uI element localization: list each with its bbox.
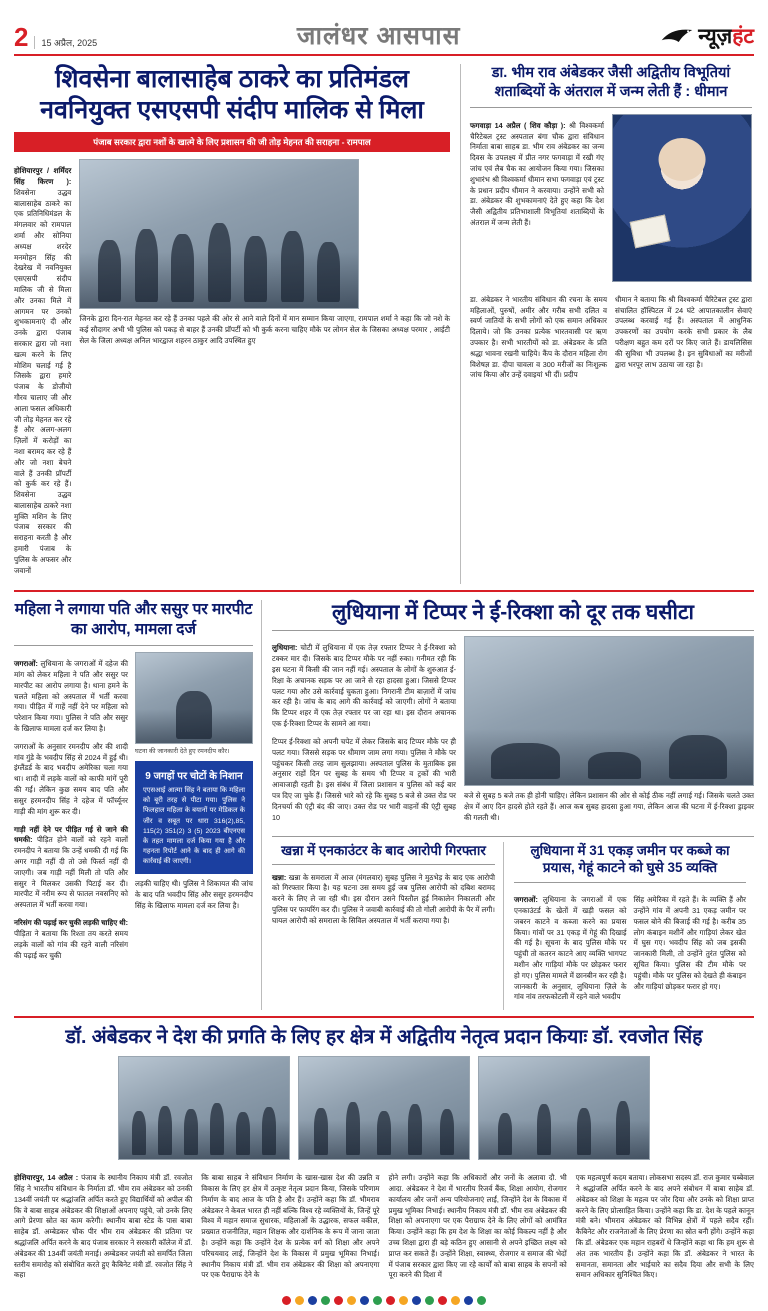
right-top-headline: डा. भीम राव अंबेडकर जैसी अद्वितीय विभूतियां शताब्दियों के अंतराल में जन्म लेती हैं : धीमान <box>491 65 731 100</box>
lead-subhead-band: पंजाब सरकार द्वारा नशों के खात्मे के लिए प्रशासन की जी तोड़ मेहनत की सराहना - रामपाल <box>14 132 450 152</box>
mid-left-dateline: जगराओं: <box>14 659 38 669</box>
bottom-text-1: पंजाब के स्थानीय निकाय मंत्री डॉ. रवजोत सिंह ने भारतीय संविधान के निर्माता डॉ. भीम राव अंबेडकर को उनकी 134वीं जयंती पर श्रद्धांजलि अर्पित करते हुए विद्यार्थियों को अपील की कि वे बाबा साहब अंबेडकर की शिक्षाओं अपनाए पहुंचे, जो उनके लिए आगे प्रेरणा स्रोत का काम करेगी। स्थानीय बाबा स्टेड के पास बाबा साहेब डॉ. अम्बेडकर चौक पीर भीम राव अंबेडकर की प्रतिमा पर श्रद्धांजलि अर्पित करने के बाद पंजाब सरकार ने सरकारी कॉलेज में डॉ. अंबेडकर की 134वीं जयंती मनाई। अम्बेडकर जयंती को समर्पित जिला स्तरीय समारोह को संबोधित करते हुए कैबिनेट मंत्री डॉ. रवजोत सिंह ने कहा <box>14 1173 193 1280</box>
mid-left-column-1 <box>14 652 128 969</box>
mid-left-sub1-text: पीड़ित होने वालों को रहने वालों रमनदीप ने बताया कि उन्हें धमकी दी गई कि अगर गाड़ी नहीं दी तो उसे फिर्स्त नहीं दी जाएगी। जब गाड़ी नहीं मिली तो पति और ससुर ने मिलकर उसकी पिटाई कर दी। मारपीट में नरीम रूप से फातल नवसनिए को अस्पताल में भर्ती करवा गया। <box>14 835 128 910</box>
mid-right-dateline: लुधियाना: <box>272 643 298 653</box>
divider <box>272 864 495 865</box>
bottom-photo-row <box>14 1056 754 1160</box>
lead-photo <box>79 159 359 309</box>
mid-right-text-3: बजे से सुबह 5 बजे तक ही होनी चाहिए। लेकिन प्रशासन की ओर से कोई ठीक नहीं लगाई गई। जिसके चलते उक्त क्षेत्र में आए दिन हादसे होते रहते हैं। आज कब सुबह हादसा हुआ गया, लेकिन आज की घटना में ई-रिक्शा ड्राइवर की गलती थी। <box>464 791 754 822</box>
color-dot <box>399 1296 408 1305</box>
color-dot <box>464 1296 473 1305</box>
bottom-text-2: कि बाबा साहब ने संविधान निर्माण के खास-खास देश की उन्नति व विकास के लिए हर क्षेत्र में उत्कृष्ट नेतृत्व प्रदान किया, जिसके परिणाम निर्माण के बाद आज के पति है और हैं। उन्होंने कहा कि डॉ. भीमराव अंबेडकर ने केवल भारत ही नहीं बल्कि विश्व रहे व्यक्तियों के, जिन्हें पूरे विश्व में महान समाज सुधारक, महिलाओं के उद्धारक, सफल वकील, प्रख्यात राजनीतिज्ञ, महान शिक्षक और दार्शनिक के रूप में जाना जाता है। उन्होंने कहा कि उन्होंने देश के प्रत्येक वर्ग को शिक्षा और अपने परिचयवाद लाई, जिन्होंने देश के विकास में प्रमुख भूमिका निभाई। स्थानीय निकाय मंत्री डॉ. भीम राव अंबेडकर की शिक्षा को अपनाएगा पर एक पैराग्राफ देने के <box>201 1173 380 1280</box>
bird-icon <box>660 26 694 46</box>
color-dot <box>321 1296 330 1305</box>
encounter-text: खन्ना के समराला में आज (मंगलवार) सुबह पुलिस ने मुठभेड़ के बाद एक आरोपी को गिरफ्तार किया है। यह घटना उस समय हुई जब पुलिस आरोपी को दबिश बरामद करने के लिए ले जा रही थी। इस दौरान उसने पिस्तौल हुई निकालेन निकालती और पुलिस पर फायरिंग कर दी। पुलिस ने जवाबी कार्रवाई की तो गोली आरोपी के पैर में लगी। घायल आरोपी को समराला के सिविल अस्पताल में भर्ती कराया गया है। <box>272 872 496 925</box>
top-section <box>14 56 754 584</box>
color-dot <box>477 1296 486 1305</box>
masthead-left <box>14 24 97 50</box>
divider <box>14 645 253 646</box>
land-grab-dateline: जगराओं: <box>514 895 538 905</box>
color-dot <box>425 1296 434 1305</box>
accident-scene-photo <box>464 636 754 786</box>
tipper-accident-article <box>272 600 754 1011</box>
color-dot <box>295 1296 304 1305</box>
bottom-text-3: होने लगी। उन्होंने कहा कि अधिकारों और जनों के अलावा दौ. भी आदा. अंबेडकर ने देश में भारतीय रिजर्व बैंक, शिक्षा आयोग, रोजगार कार्यालय और जनों अन्य परियोजनाएं लाईं, जिन्होंने देश के विकास में प्रमुख भूमिका निभाई। स्थानीय निकाय मंत्री डॉ. भीम राव अंबेडकर की शिक्षा को अपनाएगा पर एक पैराग्राफ देने के लिए लोगों को आमंत्रित किया। उन्होंने कहा कि हम देश के शिक्षा का कोई विकल्प नहीं है और उच्च शिक्षा द्वारा ही बड़े कठिन हुए आसानी से अपने इच्छित लक्ष्य को प्राप्त कर सकते हैं। उन्होंने शिक्षा, स्वास्थ्य, रोजगार व समाज की भेदों में पंजाब सरकार द्वारा किए जा रहे कार्यों को बाबा साहब के सपनों को पूरा करने की दिशा में <box>388 1173 567 1280</box>
divider <box>272 836 754 837</box>
mid-right-column-1 <box>272 636 456 831</box>
lead-body <box>14 159 450 584</box>
encounter-article <box>272 842 504 1010</box>
injury-marks-box <box>135 761 253 875</box>
mid-left-sub2-title: नरिसंग की पढ़ाई कर चुकी लड़की चाहिए थी: <box>14 918 129 928</box>
color-dot <box>347 1296 356 1305</box>
lead-column-1 <box>14 159 71 584</box>
mid-right-text-2: टिप्पर ई-रिक्शा को अपनी चपेट में लेकर जिसके बाद टिप्पर मौके पर ही पलट गया। जिससे सड़क पर धीमाण जाम लगा गया। पुलिस ने मौके पर पहुंचकर किसी तरह जाम सुलझाया। अस्पताल पुलिस के मुताबिक इस अनुसार राहों दिन पर सुबह के समय भी टिप्पर व ट्रकों की भारी आवाजाही रहती है। इस संबंध में जिला प्रशासन व पुलिस को कई बार पत्र दिए जा चुके हैं। जिससे भारे को रहे कि सुबह 5 बजे से उक्त रोड पर दिनचर्या की एंट्री बंद की जाए। उक्त रोड पर भारी वाहनों की एंट्री सुबह 10 <box>272 737 456 822</box>
color-dot <box>282 1296 291 1305</box>
mid-left-text-3: लड़की चाहिए थी। पुलिस ने शिकायत की जांच के बाद पति भवदीप सिंह और ससुर हरमनदीप सिंह के खिलाफ मामला दर्ज कर लिया है। <box>135 879 253 911</box>
right-top-body <box>470 114 752 282</box>
land-grab-body <box>514 888 746 1010</box>
bottom-column-1 <box>14 1166 192 1288</box>
right-top-body-2 <box>470 288 752 389</box>
event-photo-3 <box>478 1056 650 1160</box>
woman-statement-photo <box>135 652 253 744</box>
section-divider-red <box>14 590 754 592</box>
photo-caption: घटना की जानकारी देते हुए रमनदीप कौर। <box>135 747 230 755</box>
divider <box>514 882 746 883</box>
logo-text-primary: न्यूज़ <box>698 25 733 48</box>
event-photo-2 <box>298 1056 470 1160</box>
mid-left-body <box>14 652 253 969</box>
mid-left-sub2-text: पीड़िता ने बताया कि रिश्ता तय करते समय लड़के वालों को गांव की रहने वाली नरिसंग की पढ़ाई कर चुकी <box>14 929 128 960</box>
right-top-column-1 <box>470 114 604 282</box>
color-dot <box>334 1296 343 1305</box>
color-dot <box>451 1296 460 1305</box>
color-dot <box>386 1296 395 1305</box>
lead-right-block <box>79 159 450 584</box>
middle-section <box>14 600 754 1011</box>
mid-left-column-2 <box>135 652 253 969</box>
logo-text-accent: हंट <box>732 25 754 48</box>
right-top-text-1: श्री विश्वकर्मा चैरिटेबल ट्रस्ट अस्पताल बंगा चौक द्वारा संविधान निर्माता बाबा साहब डा. भीम राव अंबेडकर का जन्म दिवस के उपलक्ष्य में प्रीत नगर फगवाड़ा में रखी गंए जांच एवं लैब चैक का आयोजन किया गया। जिसका शुभारंभ श्री विश्वकर्मा धीमान सभा फगवाड़ा एवं ट्रस्ट के प्रधान प्रदीप धीमान ने करवाया। उन्होंने सभी को डा. अंबेडकर की शुभकामनाएं देते हुए कहा कि देश जैसी अद्वितीय प्रतिभाशाली विभूतियां शताब्दियों के अंतराल में जन्म लेती हैं। <box>470 120 604 228</box>
land-grab-text-1: लुधियाना के जगराओं में एक एनकाउंटर्ड के खेतों में खड़ी फसल को जबरन काटने व कब्जा करने का प्रयास किया। गांवों पर 31 एकड़ में गेहूं की दिखाई की गई है। सूचना के बाद पुलिस मौके पर पहुंची तो कतरन काटने आए व्यक्ति भागपट मशीन और गाड़ियां मौके पर छोड़कर फरार हो गए। पुलिस मामले में छानबीन कर रही है। जानकारी के अनुसार, लुधियाना ज़िले के गांव नांव तरफकोटली में रहने वाले भवदीप <box>514 895 627 1002</box>
bottom-column-3 <box>389 1166 567 1288</box>
section-divider-red-2 <box>14 1016 754 1018</box>
encounter-dateline: खन्ना: <box>272 872 287 882</box>
domestic-violence-article <box>14 600 262 1011</box>
masthead-logo <box>660 22 754 50</box>
mid-left-headline: महिला ने लगाया पति और ससुर पर मारपीट का आरोप, मामला दर्ज <box>14 600 253 638</box>
lead-text-2: जिनके द्वारा दिन-रात मेहनत कर रहे हैं उनका पहले की ओर से आने वाले दिनों में मान सम्मान किया जाएगा, रामपाल शर्मा ने कहा कि जो नशे के कई सौदागर अभी भी पुलिस को पकड़ से बाहर हैं उनकी प्रॉपर्टी को भी कुर्क करना चाहिए मौके पर लोगन सेल के जिसका अध्यक्ष परमार , आईटी सेल के जिला अध्यक्ष अनिल भारद्वाज शहरन ठाकुर आदि उपस्थित हुए <box>79 314 450 345</box>
bottom-headline: डॉ. अंबेडकर ने देश की प्रगति के लिए हर क्षेत्र में अद्वितीय नेतृत्व प्रदान कियाः डॉ. रवजोत सिंह <box>65 1026 703 1049</box>
color-dot <box>438 1296 447 1305</box>
mid-left-sub1-title: गाड़ी नहीं देने पर पीड़ित गई से जाने की धमकी: <box>14 824 128 845</box>
lead-article <box>14 64 450 584</box>
event-photo-1 <box>118 1056 290 1160</box>
footer-color-dots <box>14 1288 754 1311</box>
right-top-column-2 <box>612 114 752 282</box>
section-title: जालंधर आसपास <box>296 22 461 50</box>
injury-marks-title: 9 जगहों पर चोटों के निशान <box>145 770 243 782</box>
color-dot <box>412 1296 421 1305</box>
ambedkar-tribute-article <box>460 64 752 584</box>
mid-right-text-1: चोटी में लुधियाना में एक तेज़ रफ्तार टिप्पर ने ई-रिक्शा को टक्कर मार दी। जिसके बाद टिप्पर मौके पर नहीं रुका। गनीमत रही कि इस घटना में किसी की जान नहीं गई। अस्पताल के लोगों के शुरुआत ई-रिक्षा के अचानक सड़क पर आ जाने से रहा हादसा हुआ। जिससे टिप्पर पलट गया और उसे कार्रवाई चुकता हुआ। निगरानी टीम बाज़ारों में जांच कर रही है। जांच के बाद आगे की कार्रवाई को जाएगी। लोगों ने बताया कि टिप्पर शहर में एक तेज़ रफ्तार पर जा रहा था। इस दौरान अचानक एक ई-रिक्शा टिप्पर के सामने आ गया। <box>272 643 456 729</box>
encounter-headline: खन्ना में एनकाउंटर के बाद आरोपी गिरफ्तार <box>281 842 486 858</box>
logo-text <box>698 22 754 50</box>
color-dot <box>373 1296 382 1305</box>
right-top-text-3: धीमान ने बताया कि श्री विश्वकर्मा चैरिटेबल ट्रस्ट द्वारा संचालित हॉस्पिटल में 24 घंटे आपातकालीन सेवाएं उपलब्ध करवाई गई हैं। अस्पताल में आधुनिक उपकरणों का उपयोग करके सभी प्रकार के लैब परीक्षण बहुत कम दरों पर किए जाते हैं। डायलिसिस की सुविधा भी उपलब्ध है। इन सुविधाओं का मरीजों द्वारा भरपूर लाभ उठाया जा रहा है। <box>615 294 752 369</box>
right-top-column-4 <box>615 288 752 389</box>
land-grab-headline: लुधियाना में 31 एकड़ जमीन पर कब्जे का प्रयास, गेहूं काटने को घुसे 35 व्यक्ति <box>530 842 730 876</box>
page-number: 2 <box>14 22 29 52</box>
publication-date: 15 अप्रैल, 2025 <box>34 36 97 49</box>
bottom-body <box>14 1166 754 1288</box>
divider <box>272 630 754 631</box>
bottom-column-2 <box>201 1166 379 1288</box>
land-grab-article <box>514 842 746 1010</box>
mid-right-headline: लुधियाना में टिप्पर ने ई-रिक्शा को दूर तक घसीटा <box>332 600 694 624</box>
lead-text-1: शिवसेना उद्धव बालासाहेब ठाकरे का एक प्रतिनिधिमंडल के मंगलवार को रामपाल शर्मा और सोनिया अध्यक्ष शरदेर मनमोहन सिंह की देखरेख में नवनियुक्त एसएसपी संदीप मालिक जी से मिला और उनका मिले में आगमन पर उनको शुभकामनाएं दी और उनके द्वारा पंजाब सरकार द्वारा जो नशा खत्म करने के लिए मोशिम चलाई गई है जिसके द्वारा हमारे पंजाब के डोजीयो गौरव चालाए जी और आला फसल अधिकारी जी तोड़ मेहनत कर रहे हैं और अलग-अलग ज़िलों में करोड़ों का नशा बरामद कर रहे हैं और जो नशा बेचने वाले हैं उनकी प्रॉपर्टी को कुर्क कर रहे हैं। शिवसेना उद्धव बालासाहेब ठाकरे नशा मुक्ति मशिन के लिए पंजाब सरकार की सराहना करती है और हमारी पंजाब के पुलिस के अफसर और जवानों <box>14 187 72 575</box>
mid-right-body <box>272 636 754 831</box>
mid-right-column-2 <box>464 636 754 831</box>
bottom-column-4 <box>576 1166 754 1288</box>
divider <box>470 107 752 108</box>
bottom-dateline: होशियारपुर, 14 अप्रैल : <box>14 1173 79 1183</box>
masthead <box>14 0 754 56</box>
mid-right-subsection <box>272 842 754 1010</box>
bottom-text-4: एक महत्वपूर्ण कदम बताया। लोकसभा सदस्य डॉ. राज कुमार चब्बेवाल ने श्रद्धांजलि अर्पित करने के बाद अपने संबोधन में बाबा साहेब डॉ. अंबेडकर को शिक्षा के महत्व पर जोर दिया और उनके को शिक्षा प्राप्त करने के लिए प्रोत्साहित किया। उन्होंने कहा कि डा. देश के पहले कानून मंत्री बने। भीमराव अंबेडकर को विभिन्न क्षेत्रों में पहले सदैव रहीं। कैबिनेट और राजनेताओं के लिए प्रेरणा का स्रोत बनी होंगे। उन्होंने कहा कि डॉ. अंबेडकर एक महान राहबरों थे जिन्होंने कहा था कि हम शुरू से अंत तक भारतीय हैं। उन्होंने कहा कि डॉ. अंबेडकर ने भारत के समानता, समानता और भाईचारे का सदैव दिया और सभी के लिए समान अधिकार सुनिश्चित किए। <box>575 1173 754 1280</box>
color-dot <box>360 1296 369 1305</box>
bottom-section <box>14 1026 754 1288</box>
mid-left-text-2: जगराओं के अनुसार रमनदीप और की शादी गांव गुंडे के भवदीप सिंह से 2024 में हुई थी। इंग्लैंडर्ड के बाद भवदीप अमेरिका चला गया था। शादी में लड़के वालों को काफी मांगें पूरी की गईं। लेकिन कुछ समय बाद पति और ससुर हरमनदीप सिंह ने दहेज में फॉर्च्यूनर गाड़ी की मांग शुरू कर दी। <box>14 741 128 816</box>
mid-left-text-1: लुधियाना के जगराओं में दहेज की मांग को लेकर महिला ने पति और ससुर पर मारपीट का आरोप लगाया है। थाना हमने के चलते महिला को अस्पताल में भर्ती करवा गया। पीड़ित में गाहें नहीं देने पर महिला को परेशान किया गया। पुलिस ने पति और ससुर के खिलाफ मामला दर्ज कर लिया है। <box>14 659 128 733</box>
right-top-column-3 <box>470 288 607 389</box>
land-grab-text-2: सिंह अमेरिका में रहते हैं। के व्यक्ति हैं और उन्होंने गांव में अपनी 31 एकड़ जमीन पर फसल बोने की बिजाई की गई है। करीब 35 लोग कंबाइन मशीनें और गाड़ियां लेकर खेत में घुस गए। भवदीप सिंह को जब इसकी जानकारी मिली, तो उन्होंने तुरंत पुलिस को सूचित किया। पुलिस की टीम मौके पर पहुंची। मौके पर पुलिस को देखते ही कंबाइन और गाड़ियां छोड़कर फरार हो गए। <box>633 895 746 991</box>
right-top-dateline: फगवाड़ा 14 अप्रैल ( शिव कौड़ा ): <box>470 120 566 130</box>
ambedkar-portrait-photo <box>612 114 752 282</box>
injury-marks-body: एएसआई आत्मा सिंह ने बताया कि महिला को बूरी तरह से पीटा गया। पुलिस ने फिलहाल महिला के बयानों पर मेडिकल के जीर व सबूत पर धारा 316(2),85, 115(2) 351(2) 3 (5) 2023 बीएनएस के तहत मामला दर्ज किया गया है और गहनता रिपोर्ट आने के बाद ही आगे की कार्रवाई की जाएगी। <box>143 786 245 866</box>
lead-dateline: होशियारपुर / शर्मिंदर सिंह किरण ): <box>14 166 72 186</box>
right-top-text-2: डा. अंबेडकर ने भारतीय संविधान की रचना के समय महिलाओं, पुरुषों, अमीर और गरीब सभी दलित व स्वर्ण जातियों के सभी लोगों को एक समान अधिकार दिलाये। जो कि उनका प्रत्येक भारतवासी पर ऋण उपकार है। सभी भारतीयों को डा. अंबेडकर के प्रति श्रद्धा भावना रखनी चाहिये। कैंप के दौरान महिला रोग विशेषज्ञ डा. दीपा चावला व 300 मरीजों का निःशुल्क जांच किया और उन्हें दवाइयां भी दीं। प्रदीप <box>470 294 607 380</box>
lead-headline: शिवसेना बालासाहेब ठाकरे का प्रतिमंडल नवनियुक्त एसएसपी संदीप मालिक से मिला <box>40 65 424 124</box>
color-dot <box>308 1296 317 1305</box>
